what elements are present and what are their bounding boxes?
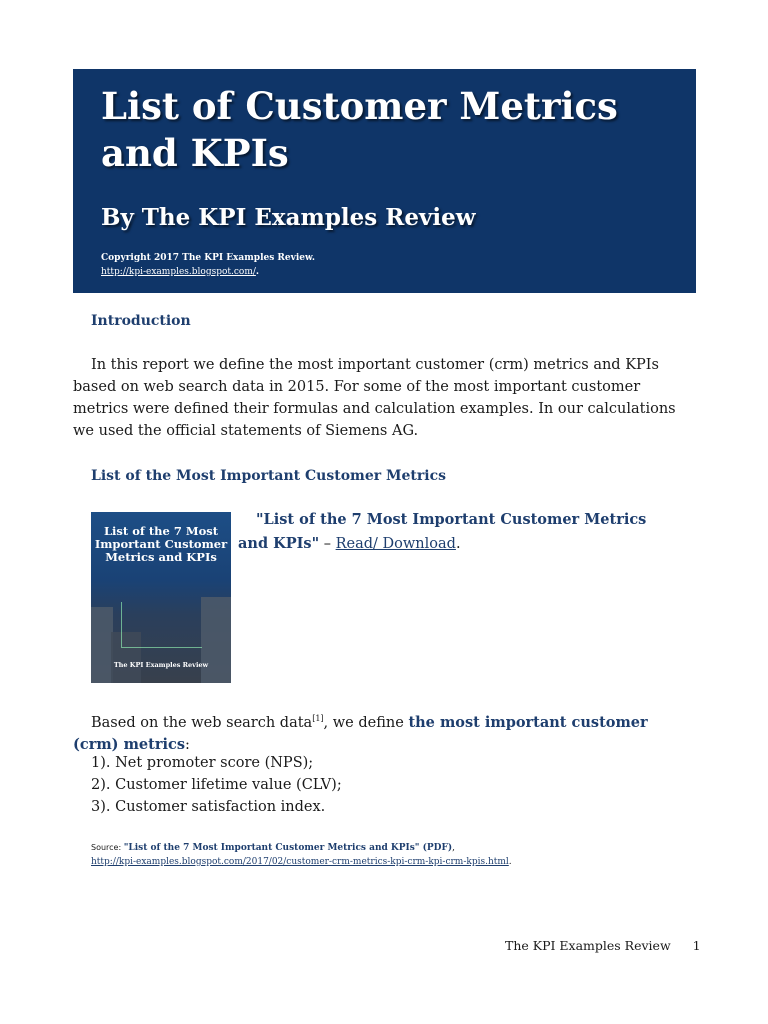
document-title: List of Customer Metrics and KPIs xyxy=(101,84,618,175)
copyright-block xyxy=(101,251,315,279)
metrics-lead-text: Based on the web search data xyxy=(91,714,313,731)
metrics-lead-colon: : xyxy=(185,736,190,753)
site-link[interactable]: http://kpi-examples.blogspot.com/ xyxy=(101,267,256,277)
list-item: 2). Customer lifetime value (CLV); xyxy=(91,777,342,793)
byline: By The KPI Examples Review xyxy=(101,204,476,231)
link-suffix: . xyxy=(455,536,461,552)
introduction-paragraph xyxy=(73,354,696,442)
page-footer xyxy=(505,938,701,953)
title-banner xyxy=(73,69,696,293)
footnote-ref[interactable]: [1] xyxy=(312,714,324,723)
site-link-suffix: . xyxy=(255,267,260,277)
source-link-suffix: . xyxy=(508,857,512,867)
page-number: 1 xyxy=(692,938,701,953)
list-item: 1). Net promoter score (NPS); xyxy=(91,755,314,771)
list-section-heading: List of the Most Important Customer Metrics xyxy=(91,468,446,484)
source-note xyxy=(91,841,691,869)
footer-publisher: The KPI Examples Review xyxy=(505,938,671,953)
source-link[interactable]: http://kpi-examples.blogspot.com/2017/02/customer-crm-metrics-kpi-crm-kpi-crm-kpis.html xyxy=(91,857,509,867)
metrics-lead-bold: the most important customer (crm) metrics xyxy=(73,713,648,753)
metrics-lead-text-b: , we define xyxy=(323,714,409,731)
source-title: "List of the 7 Most Important Customer Metrics and KPIs" (PDF) xyxy=(123,843,453,853)
dash: – xyxy=(319,536,336,552)
cover-chart-graphic xyxy=(121,602,202,648)
book-title-quote: "List of the 7 Most Important Customer Metrics and KPIs" xyxy=(238,511,647,552)
cover-title: List of the 7 Most Important Customer Metrics and KPIs xyxy=(94,524,228,564)
book-cover-image[interactable] xyxy=(91,512,231,683)
copyright-text: Copyright 2017 The KPI Examples Review. xyxy=(101,253,315,263)
cover-footer: The KPI Examples Review xyxy=(113,661,209,669)
introduction-heading: Introduction xyxy=(91,313,191,329)
introduction-text: In this report we define the most important customer (crm) metrics and KPIs based on web search data in 2015. For some of the most important customer metrics were defined their formulas and calculation examples. In our calculations we used the official statements of Siemens AG. xyxy=(73,357,676,439)
read-download-link[interactable]: Read/ Download xyxy=(335,536,456,552)
list-item: 3). Customer satisfaction index. xyxy=(91,799,326,815)
metrics-list xyxy=(91,752,342,818)
book-description xyxy=(238,508,678,556)
metrics-lead-paragraph xyxy=(73,708,696,756)
source-label: Source: xyxy=(91,843,124,852)
source-title-suffix: , xyxy=(452,843,455,853)
